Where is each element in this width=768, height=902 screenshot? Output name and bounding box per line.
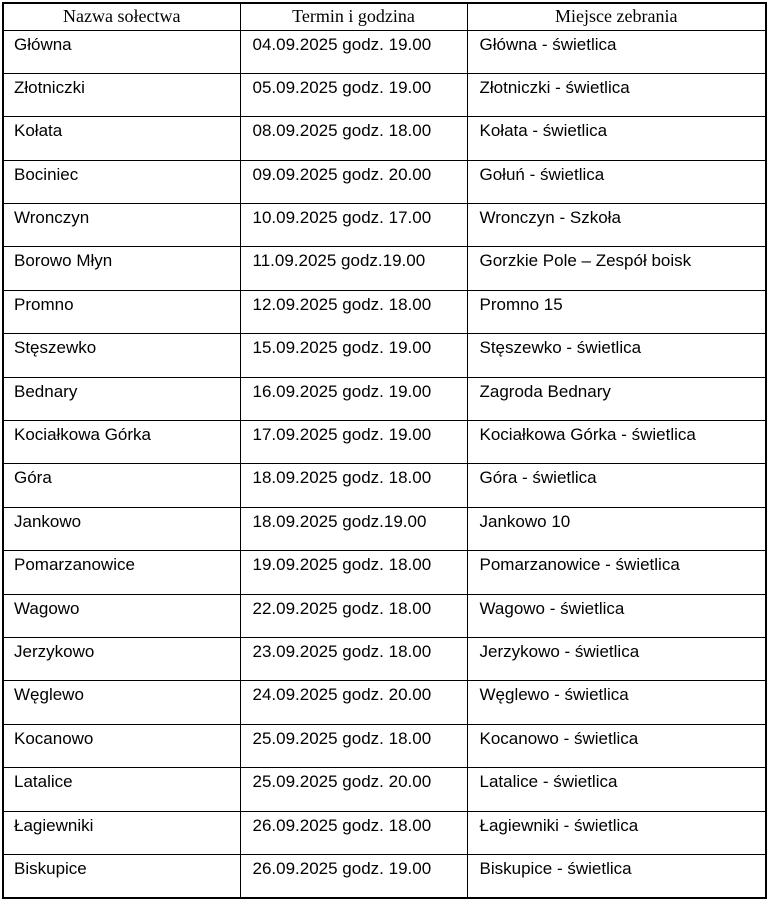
cell-nazwa-solectwa: Kołata [3, 117, 240, 160]
cell-nazwa-solectwa: Złotniczki [3, 73, 240, 116]
cell-termin: 18.09.2025 godz.19.00 [240, 507, 467, 550]
cell-termin: 11.09.2025 godz.19.00 [240, 247, 467, 290]
cell-termin: 26.09.2025 godz. 18.00 [240, 811, 467, 854]
cell-miejsce: Pomarzanowice - świetlica [467, 551, 766, 594]
table-row [3, 551, 766, 594]
cell-miejsce: Gorzkie Pole – Zespół boisk [467, 247, 766, 290]
meetings-schedule-table [2, 2, 767, 899]
cell-termin: 24.09.2025 godz. 20.00 [240, 681, 467, 724]
cell-termin: 04.09.2025 godz. 19.00 [240, 30, 467, 73]
cell-nazwa-solectwa: Bednary [3, 377, 240, 420]
cell-termin: 22.09.2025 godz. 18.00 [240, 594, 467, 637]
table-row [3, 637, 766, 680]
cell-miejsce: Kocanowo - świetlica [467, 724, 766, 767]
table-row [3, 377, 766, 420]
cell-nazwa-solectwa: Stęszewko [3, 334, 240, 377]
cell-nazwa-solectwa: Wronczyn [3, 204, 240, 247]
cell-nazwa-solectwa: Kocanowo [3, 724, 240, 767]
cell-miejsce: Wronczyn - Szkoła [467, 204, 766, 247]
cell-termin: 12.09.2025 godz. 18.00 [240, 290, 467, 333]
cell-termin: 10.09.2025 godz. 17.00 [240, 204, 467, 247]
cell-nazwa-solectwa: Biskupice [3, 854, 240, 898]
cell-miejsce: Wagowo - świetlica [467, 594, 766, 637]
table-row [3, 117, 766, 160]
table-row [3, 768, 766, 811]
table-row [3, 290, 766, 333]
cell-termin: 19.09.2025 godz. 18.00 [240, 551, 467, 594]
table-row [3, 160, 766, 203]
cell-miejsce: Stęszewko - świetlica [467, 334, 766, 377]
table-header [3, 3, 766, 30]
cell-miejsce: Promno 15 [467, 290, 766, 333]
cell-termin: 15.09.2025 godz. 19.00 [240, 334, 467, 377]
table-row [3, 73, 766, 116]
cell-nazwa-solectwa: Promno [3, 290, 240, 333]
cell-miejsce: Kołata - świetlica [467, 117, 766, 160]
table-body [3, 30, 766, 898]
cell-miejsce: Góra - świetlica [467, 464, 766, 507]
cell-miejsce: Jankowo 10 [467, 507, 766, 550]
cell-nazwa-solectwa: Borowo Młyn [3, 247, 240, 290]
cell-termin: 25.09.2025 godz. 18.00 [240, 724, 467, 767]
table-row [3, 30, 766, 73]
table-row [3, 507, 766, 550]
cell-miejsce: Złotniczki - świetlica [467, 73, 766, 116]
cell-nazwa-solectwa: Kociałkowa Górka [3, 421, 240, 464]
cell-nazwa-solectwa: Bociniec [3, 160, 240, 203]
cell-termin: 08.09.2025 godz. 18.00 [240, 117, 467, 160]
table-row [3, 464, 766, 507]
column-header-miejsce-zebrania: Miejsce zebrania [467, 3, 766, 30]
cell-nazwa-solectwa: Pomarzanowice [3, 551, 240, 594]
table-row [3, 334, 766, 377]
table-row [3, 204, 766, 247]
cell-termin: 05.09.2025 godz. 19.00 [240, 73, 467, 116]
cell-nazwa-solectwa: Jankowo [3, 507, 240, 550]
cell-nazwa-solectwa: Wagowo [3, 594, 240, 637]
table-row [3, 594, 766, 637]
table-row [3, 811, 766, 854]
cell-termin: 09.09.2025 godz. 20.00 [240, 160, 467, 203]
cell-miejsce: Biskupice - świetlica [467, 854, 766, 898]
cell-termin: 17.09.2025 godz. 19.00 [240, 421, 467, 464]
table-row [3, 421, 766, 464]
cell-termin: 26.09.2025 godz. 19.00 [240, 854, 467, 898]
cell-nazwa-solectwa: Łagiewniki [3, 811, 240, 854]
cell-nazwa-solectwa: Góra [3, 464, 240, 507]
cell-termin: 16.09.2025 godz. 19.00 [240, 377, 467, 420]
column-header-termin-i-godzina: Termin i godzina [240, 3, 467, 30]
cell-termin: 25.09.2025 godz. 20.00 [240, 768, 467, 811]
cell-miejsce: Latalice - świetlica [467, 768, 766, 811]
cell-termin: 18.09.2025 godz. 18.00 [240, 464, 467, 507]
table-row [3, 854, 766, 898]
cell-termin: 23.09.2025 godz. 18.00 [240, 637, 467, 680]
cell-miejsce: Zagroda Bednary [467, 377, 766, 420]
table-row [3, 724, 766, 767]
cell-nazwa-solectwa: Latalice [3, 768, 240, 811]
column-header-nazwa-solectwa: Nazwa sołectwa [3, 3, 240, 30]
cell-nazwa-solectwa: Węglewo [3, 681, 240, 724]
cell-miejsce: Główna - świetlica [467, 30, 766, 73]
table-row [3, 247, 766, 290]
cell-miejsce: Łagiewniki - świetlica [467, 811, 766, 854]
cell-miejsce: Kociałkowa Górka - świetlica [467, 421, 766, 464]
header-row [3, 3, 766, 30]
cell-miejsce: Jerzykowo - świetlica [467, 637, 766, 680]
cell-nazwa-solectwa: Jerzykowo [3, 637, 240, 680]
table-row [3, 681, 766, 724]
cell-nazwa-solectwa: Główna [3, 30, 240, 73]
cell-miejsce: Gołuń - świetlica [467, 160, 766, 203]
cell-miejsce: Węglewo - świetlica [467, 681, 766, 724]
